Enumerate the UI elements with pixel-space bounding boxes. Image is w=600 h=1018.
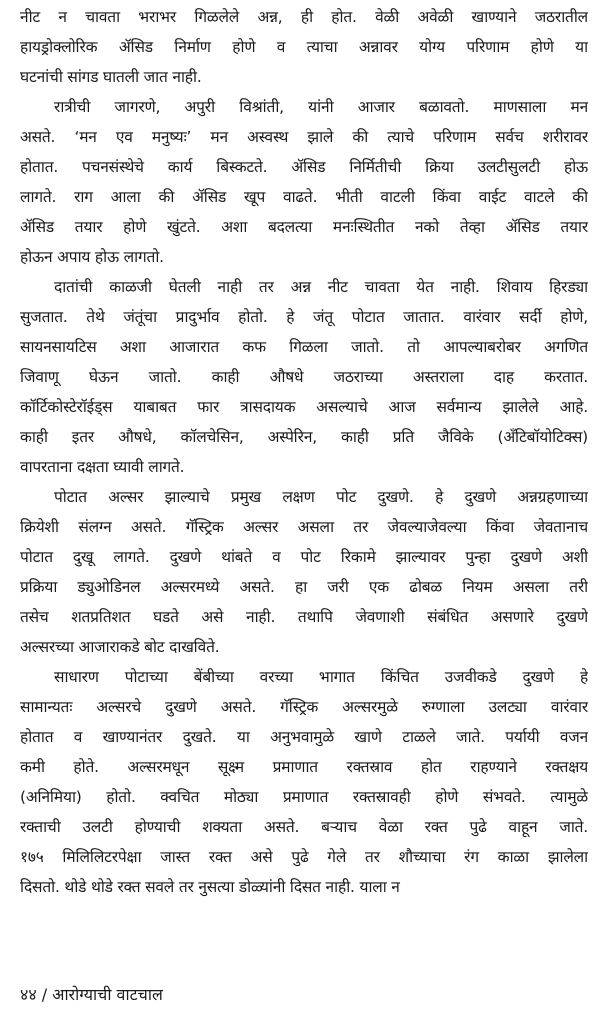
text-line: दिसतो. थोडे थोडे रक्त सवले तर नुसत्या डोळ्यांनी दिसत नाही. याला न bbox=[20, 878, 400, 896]
page-footer: ४४ / आरोग्याची वाटचाल bbox=[20, 985, 163, 1004]
text-line: कॉर्टिकोस्टेरॉईड्स याबाबत फार त्रासदायक असल्याचे आज सर्वमान्य झालेले आहे. bbox=[20, 398, 588, 416]
text-line: तसेच शतप्रतिशत घडते असे नाही. तथापि जेवणाशी संबंधित असणारे दुखणे bbox=[20, 608, 588, 626]
text-line: होतात व खाण्यानंतर दुखते. या अनुभवामुळे खाणे टाळले जाते. पर्यायी वजन bbox=[20, 728, 588, 746]
text-line: प्रक्रिया ड्युओडिनल अल्सरमध्ये असते. हा जरी एक ढोबळ नियम असला तरी bbox=[20, 578, 588, 596]
text-line: साधारण पोटाच्या बेंबीच्या वरच्या भागात किंचित उजवीकडे दुखणे हे bbox=[54, 668, 588, 686]
paragraph bbox=[20, 92, 588, 272]
text-line: (अनिमिया) होतो. क्वचित मोठ्या प्रमाणात रक्तस्रावही होणे संभवते. त्यामुळे bbox=[20, 788, 588, 806]
text-line: घटनांची सांगड घातली जात नाही. bbox=[20, 68, 202, 86]
text-line: होतात. पचनसंस्थेचे कार्य बिस्कटते. ॲसिड निर्मितीची क्रिया उलटीसुलटी होऊ bbox=[20, 158, 588, 176]
text-line: होऊन अपाय होऊ लागतो. bbox=[20, 248, 164, 266]
text-line: असते. ‘मन एव मनुष्यः’ मन अस्वस्थ झाले की त्याचे परिणाम सर्वच शरीरावर bbox=[20, 128, 588, 146]
text-line: दातांची काळजी घेतली नाही तर अन्न नीट चावता येत नाही. शिवाय हिरड्या bbox=[54, 278, 588, 296]
text-line: ॲसिड तयार होणे खुंटते. अशा बदलत्या मनःस्थितीत नको तेव्हा ॲसिड तयार bbox=[20, 218, 588, 236]
text-line: नीट न चावता भराभर गिळलेले अन्न, ही होत. वेळी अवेळी खाण्याने जठरातील bbox=[20, 8, 588, 26]
text-line: सायनसायटिस अशा आजारात कफ गिळला जातो. तो आपल्याबरोबर अगणित bbox=[20, 338, 588, 356]
text-line: कमी होते. अल्सरमधून सूक्ष्म प्रमाणात रक्तस्राव होत राहण्याने रक्तक्षय bbox=[20, 758, 588, 776]
text-line: रक्ताची उलटी होण्याची शक्यता असते. बऱ्याच वेळा रक्त पुढे वाहून जाते. bbox=[20, 818, 588, 836]
text-line: १७५ मिलिलिटरपेक्षा जास्त रक्त असे पुढे गेले तर शौच्याचा रंग काळा झालेला bbox=[20, 848, 588, 866]
text-line: पोटात अल्सर झाल्याचे प्रमुख लक्षण पोट दुखणे. हे दुखणे अन्नग्रहणाच्या bbox=[54, 488, 588, 506]
text-line: हायड्रोक्लोरिक ॲसिड निर्माण होणे व त्याचा अन्नावर योग्य परिणाम होणे या bbox=[20, 38, 588, 56]
paragraph bbox=[20, 662, 588, 902]
page-body-text bbox=[20, 2, 588, 902]
text-line: काही इतर औषधे, कॉलचेसिन, अस्पेरिन, काही प्रति जैविके (ॲंटिबॉयोटिक्स) bbox=[20, 428, 588, 446]
text-line: रात्रीची जागरणे, अपुरी विश्रांती, यांनी आजार बळावतो. माणसाला मन bbox=[54, 98, 588, 116]
text-line: सामान्यतः अल्सरचे दुखणे असते. गॅस्ट्रिक अल्सरमुळे रुग्णाला उलट्या वारंवार bbox=[20, 698, 588, 716]
text-line: जिवाणू घेऊन जातो. काही औषधे जठराच्या अस्तराला दाह करतात. bbox=[20, 368, 588, 386]
paragraph bbox=[20, 272, 588, 482]
paragraph bbox=[20, 2, 588, 92]
text-line: वापरताना दक्षता घ्यावी लागते. bbox=[20, 458, 185, 476]
text-line: लागते. राग आला की ॲसिड खूप वाढते. भीती वाटली किंवा वाईट वाटले की bbox=[20, 188, 588, 206]
text-line: अल्सरच्या आजाराकडे बोट दाखविते. bbox=[20, 638, 220, 656]
text-line: सुजतात. तेथे जंतूंचा प्रादुर्भाव होतो. हे जंतू पोटात जातात. वारंवार सर्दी होणे, bbox=[20, 308, 588, 326]
paragraph bbox=[20, 482, 588, 662]
text-line: पोटात दुखू लागते. दुखणे थांबते व पोट रिकामे झाल्यावर पुन्हा दुखणे अशी bbox=[20, 548, 588, 566]
text-line: क्रियेशी संलग्न असते. गॅस्ट्रिक अल्सर असला तर जेवल्याजेवल्या किंवा जेवतानाच bbox=[20, 518, 588, 536]
